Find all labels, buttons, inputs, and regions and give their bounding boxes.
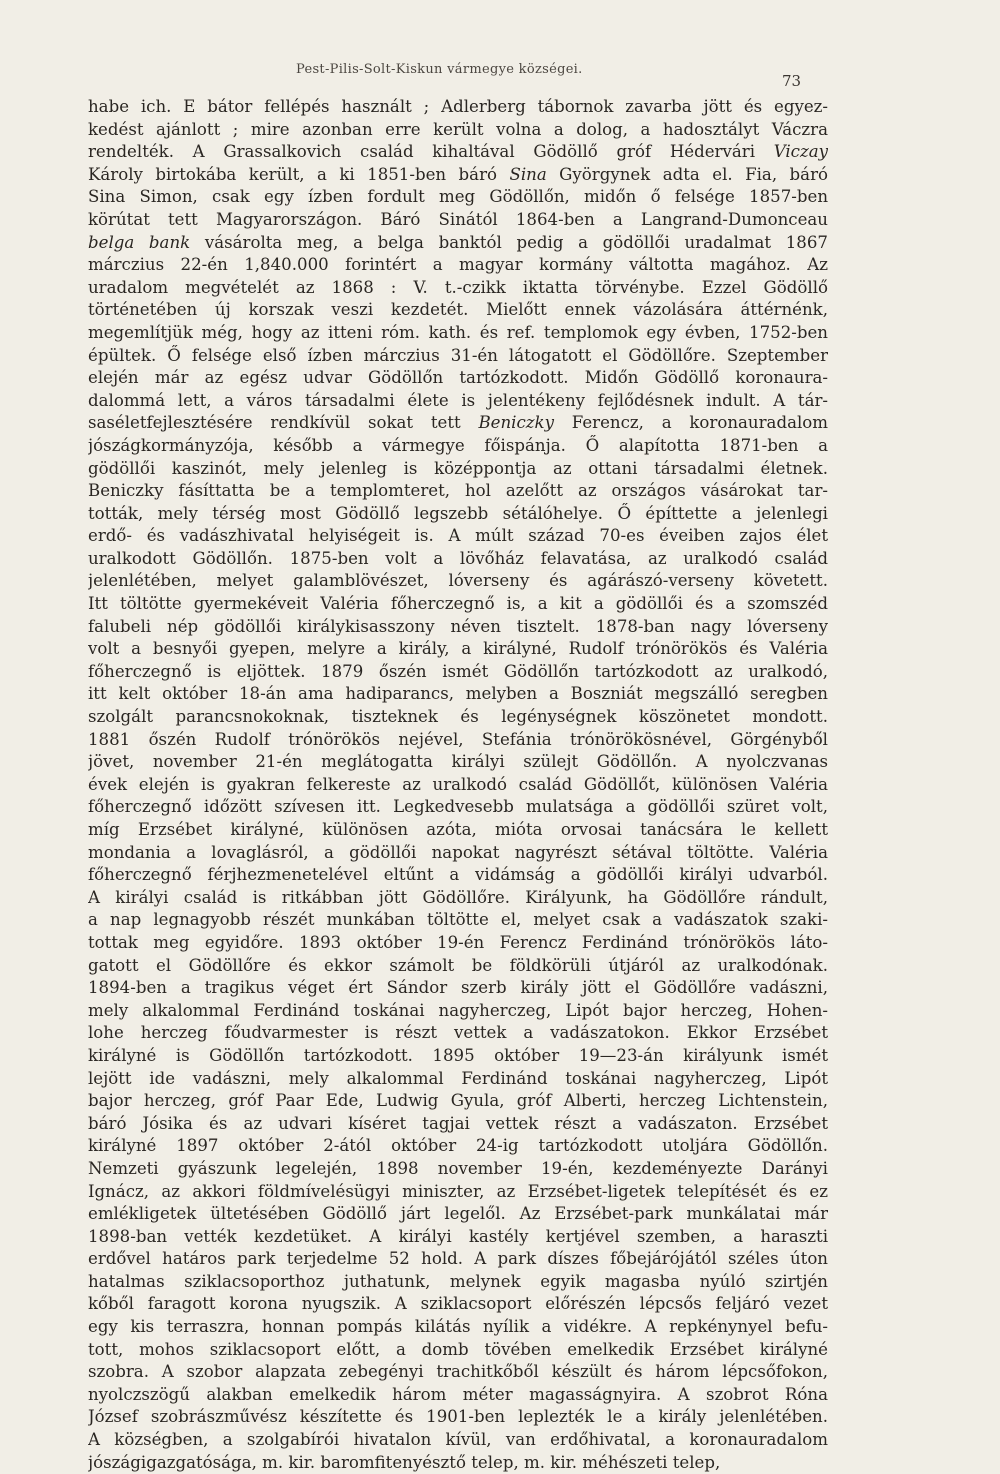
running-title: Pest-Pilis-Solt-Kiskun vármegye községei. bbox=[296, 62, 583, 77]
text-line: báró Jósika és az udvari kíséret tagjai vettek részt a vadászaton. Erzsébet bbox=[88, 1113, 828, 1133]
text-line: Sina Simon, csak egy ízben fordult meg Gödöllőn, midőn ő felsége 1857-ben bbox=[88, 187, 828, 207]
text-line: mondania a lovaglásról, a gödöllői napokat nagyrészt sétával töltötte. Valéria bbox=[88, 842, 828, 862]
text-line: mely alkalommal Ferdinánd toskánai nagyherczeg, Lipót bajor herczeg, Hohen- bbox=[88, 1000, 828, 1020]
text-line: tottak meg egyidőre. 1893 október 19-én Ferencz Ferdinánd trónörökös láto- bbox=[88, 932, 828, 952]
text-line: körútat tett Magyarországon. Báró Sinától 1864-ben a Langrand-Dumonceau bbox=[88, 209, 828, 229]
text-line: erdővel határos park terjedelme 52 hold. A park díszes főbejárójától széles úton bbox=[88, 1249, 828, 1269]
text-line: királyné is Gödöllőn tartózkodott. 1895 október 19—23-án királyunk ismét bbox=[88, 1045, 828, 1065]
text-line: 1881 őszén Rudolf trónörökös nejével, Stefánia trónörökösnével, Görgényből bbox=[88, 729, 828, 749]
page-number: 73 bbox=[782, 72, 802, 90]
text-line: A községben, a szolgabírói hivatalon kívül, van erdőhivatal, a koronauradalom bbox=[88, 1430, 828, 1450]
text-line: Nemzeti gyászunk legelején, 1898 november 19-én, kezdeményezte Darányi bbox=[88, 1158, 828, 1178]
text-line: míg Erzsébet királyné, különösen azóta, mióta orvosai tanácsára le kellett bbox=[88, 820, 828, 839]
text-line: hatalmas sziklacsoporthoz juthatunk, melynek egyik magasba nyúló szirtjén bbox=[88, 1271, 828, 1291]
text-line: szobra. A szobor alapzata zebegényi trachitkőből készült és három lépcsőfokon, bbox=[88, 1362, 828, 1382]
italic-name: Sina bbox=[509, 164, 547, 184]
text-line: volt a besnyői gyepen, melyre a király, a királyné, Rudolf trónörökös és Valéria bbox=[88, 639, 828, 659]
text-line: saséletfejlesztésére rendkívül sokat tett Beniczky Ferencz, a koronauradalom bbox=[88, 413, 828, 433]
text-line: főherczegnő időzött szívesen itt. Legkedvesebb mulatsága a gödöllői szüret volt, bbox=[88, 797, 828, 817]
text-line: gatott el Gödöllőre és ekkor számolt be földkörüli útjáról az uralkodónak. bbox=[88, 955, 828, 975]
text-line: főherczegnő is eljöttek. 1879 őszén ismét Gödöllőn tartózkodott az uralkodó, bbox=[88, 661, 828, 681]
text-line: tották, mely térség most Gödöllő legszebb sétálóhelye. Ő építtette a jelenlegi bbox=[88, 503, 828, 523]
text-line: nyolczszögű alakban emelkedik három méter magasságnyira. A szobrot Róna bbox=[88, 1384, 828, 1404]
text-line: dalommá lett, a város társadalmi élete is jelentékeny fejlődésnek indult. A tár- bbox=[88, 390, 828, 410]
italic-name: Beniczky bbox=[478, 413, 554, 433]
italic-name: Viczay bbox=[773, 142, 828, 162]
text-line: jószágigazgatósága, m. kir. baromfitenyésztő telep, m. kir. méhészeti telep, bbox=[88, 1452, 721, 1472]
text-line: Károly birtokába került, a ki 1851-ben báró Sina Györgynek adta el. Fia, báró bbox=[88, 164, 828, 184]
text-line: erdő- és vadászhivatal helyiségeit is. A múlt század 70-es éveiben zajos élet bbox=[88, 526, 828, 546]
text-line: tott, mohos sziklacsoport előtt, a domb tövében emelkedik Erzsébet királyné bbox=[88, 1339, 828, 1359]
text-line: évek elején is gyakran felkereste az uralkodó család Gödöllőt, különösen Valéria bbox=[88, 774, 828, 794]
text-line: habe ich. E bátor fellépés használt ; Adlerberg tábornok zavarba jött és egyez- bbox=[88, 97, 828, 116]
text-line: bajor herczeg, gróf Paar Ede, Ludwig Gyula, gróf Alberti, herczeg Lichtenstein, bbox=[88, 1091, 828, 1111]
text-line: a nap legnagyobb részét munkában töltötte el, melyet csak a vadászatok szaki- bbox=[88, 910, 828, 930]
text-line: épültek. Ő felsége első ízben márczius 31-én látogatott el Gödöllőre. Szeptember bbox=[88, 345, 828, 365]
text-line: uradalom megvételét az 1868 : V. t.-czikk iktatta törvénybe. Ezzel Gödöllő bbox=[88, 277, 828, 297]
text-line: jelenlétében, melyet galamblövészet, lóverseny és agárászó-verseny követett. bbox=[88, 571, 828, 591]
text-line: rendelték. A Grassalkovich család kihaltával Gödöllő gróf Hédervári Viczay bbox=[88, 142, 828, 162]
text-line: József szobrászművész készítette és 1901-ben leplezték le a király jelenlétében. bbox=[88, 1407, 828, 1427]
text-line: itt kelt október 18-án ama hadiparancs, melyben a Boszniát megszálló seregben bbox=[88, 684, 828, 704]
text-line: falubeli nép gödöllői királykisasszony néven tisztelt. 1878-ban nagy lóverseny bbox=[88, 616, 828, 636]
text-line: kedést ajánlott ; mire azonban erre került volna a dolog, a hadosztályt Váczra bbox=[88, 119, 828, 139]
text-line: gödöllői kaszinót, mely jelenleg is középpontja az ottani társadalmi életnek. bbox=[88, 458, 828, 478]
text-line: lejött ide vadászni, mely alkalommal Ferdinánd toskánai nagyherczeg, Lipót bbox=[88, 1068, 828, 1088]
text-line: kőből faragott korona nyugszik. A sziklacsoport előrészén lépcsős feljáró vezet bbox=[88, 1294, 828, 1314]
text-line: Beniczky fásíttatta be a templomteret, hol azelőtt az országos vásárokat tar- bbox=[88, 481, 828, 501]
text-line: emlékligetek ültetésében Gödöllő járt legelől. Az Erzsébet-park munkálatai már bbox=[88, 1204, 828, 1224]
text-line: jövet, november 21-én meglátogatta királyi szülejt Gödöllőn. A nyolczvanas bbox=[88, 752, 828, 772]
text-line: 1898-ban vették kezdetüket. A királyi kastély kertjével szemben, a haraszti bbox=[88, 1226, 828, 1246]
italic-name: belga bank bbox=[88, 232, 191, 252]
text-line: belga bank vásárolta meg, a belga banktól pedig a gödöllői uradalmat 1867 bbox=[88, 232, 828, 252]
text-line: egy kis terraszra, honnan pompás kilátás nyílik a vidékre. A repkénynyel befu- bbox=[88, 1317, 828, 1337]
text-line: főherczegnő férjhezmenetelével eltűnt a vidámság a gödöllői királyi udvarból. bbox=[88, 865, 828, 885]
text-line: elején már az egész udvar Gödöllőn tartózkodott. Midőn Gödöllő koronaura- bbox=[88, 368, 828, 388]
text-line: márczius 22-én 1,840.000 forintért a magyar kormány váltotta magához. Az bbox=[88, 255, 828, 275]
text-line: szolgált parancsnokoknak, tiszteknek és legénységnek köszönetet mondott. bbox=[88, 707, 828, 727]
text-line: jószágkormányzója, később a vármegye főispánja. Ő alapította 1871-ben a bbox=[88, 435, 828, 455]
text-line: A királyi család is ritkábban jött Gödöllőre. Királyunk, ha Gödöllőre rándult, bbox=[88, 887, 828, 907]
text-line: lohe herczeg főudvarmester is részt vettek a vadászatokon. Ekkor Erzsébet bbox=[88, 1023, 828, 1043]
text-line: 1894-ben a tragikus véget ért Sándor szerb király jött el Gödöllőre vadászni, bbox=[88, 978, 828, 998]
text-line: uralkodott Gödöllőn. 1875-ben volt a lövőház felavatása, az uralkodó család bbox=[88, 548, 828, 568]
body-text bbox=[88, 96, 828, 1474]
text-line: megemlítjük még, hogy az itteni róm. kath. és ref. templomok egy évben, 1752-ben bbox=[88, 322, 828, 342]
text-line: Itt töltötte gyermekéveit Valéria főherczegnő is, a kit a gödöllői és a szomszéd bbox=[88, 594, 828, 614]
text-line: Ignácz, az akkori földmívelésügyi miniszter, az Erzsébet-ligetek telepítését és ez bbox=[88, 1181, 828, 1201]
text-line: történetében új korszak veszi kezdetét. Mielőtt ennek vázolására áttérnénk, bbox=[88, 300, 828, 320]
text-line: királyné 1897 október 2-ától október 24-ig tartózkodott utoljára Gödöllőn. bbox=[88, 1136, 828, 1156]
